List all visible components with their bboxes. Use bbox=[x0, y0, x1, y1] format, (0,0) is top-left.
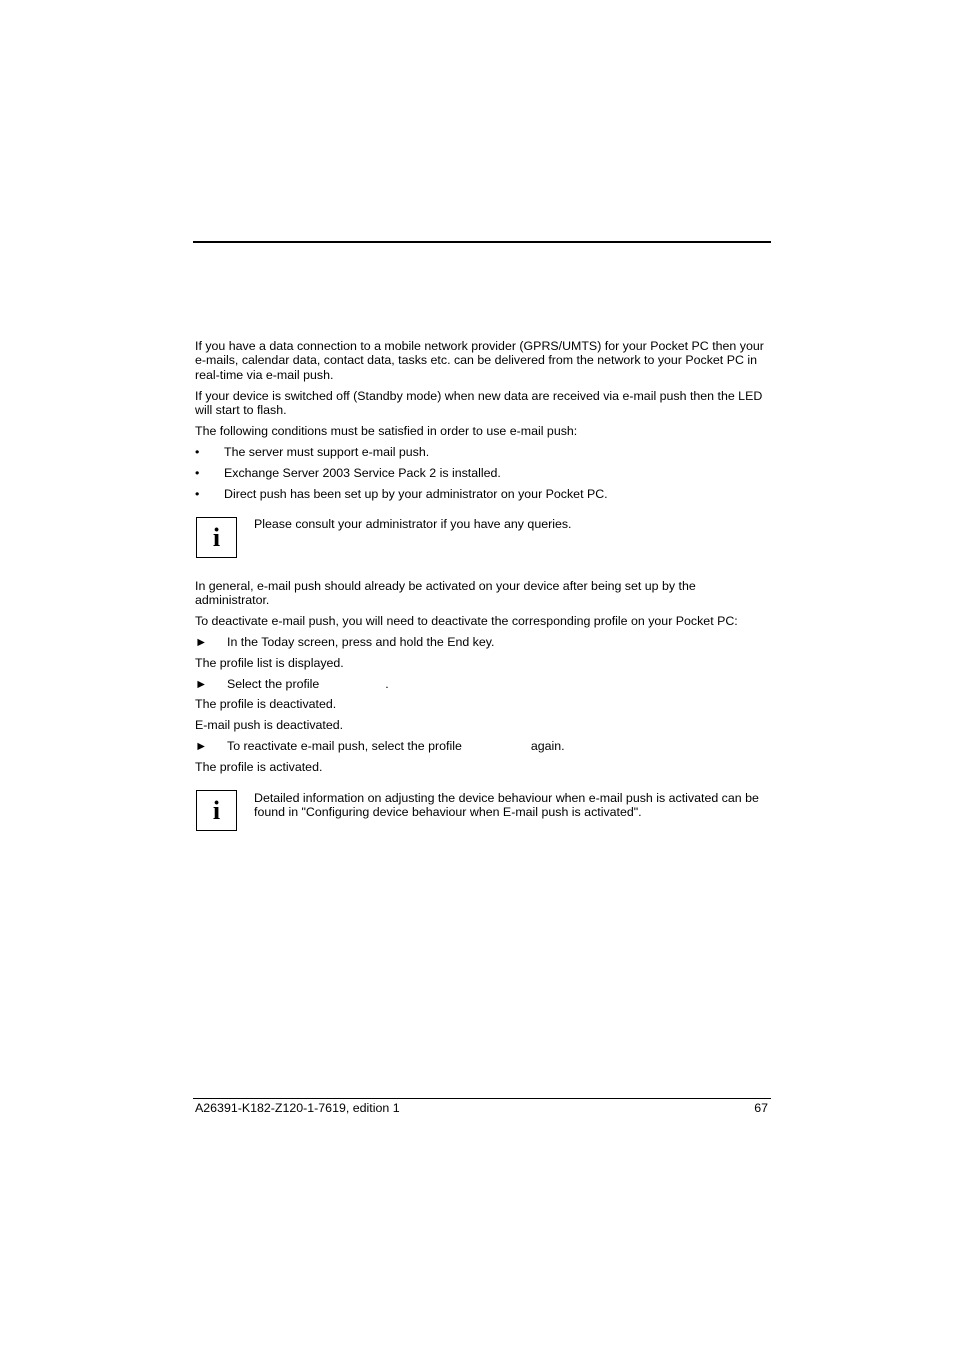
step-arrow-icon: ► bbox=[195, 739, 208, 753]
info-icon: i bbox=[196, 790, 237, 831]
bullet: • bbox=[195, 487, 200, 501]
step-text-suffix: . bbox=[385, 677, 389, 691]
page-number: 67 bbox=[754, 1101, 768, 1115]
activation-paragraph: In general, e-mail push should already be activated on your device after being set up by the administrator. bbox=[195, 579, 696, 608]
info-icon: i bbox=[196, 517, 237, 558]
step-result: The profile list is displayed. bbox=[195, 656, 344, 670]
list-item-text: Direct push has been set up by your administrator on your Pocket PC. bbox=[224, 487, 608, 501]
step-arrow-icon: ► bbox=[195, 677, 208, 691]
step-text-suffix: again. bbox=[530, 739, 565, 753]
bullet: • bbox=[195, 466, 200, 480]
footer-rule bbox=[193, 1098, 771, 1099]
step-result: E-mail push is deactivated. bbox=[195, 718, 344, 732]
list-item-text: The server must support e-mail push. bbox=[224, 445, 430, 459]
conditions-paragraph: The following conditions must be satisfied in order to use e-mail push: bbox=[195, 424, 578, 438]
step-arrow-icon: ► bbox=[195, 635, 208, 649]
info-note: Please consult your administrator if you have any queries. bbox=[254, 517, 572, 531]
intro-paragraph: If you have a data connection to a mobile network provider (GPRS/UMTS) for your Pocket PC then your e-mails, calendar data, contact data, tasks etc. can be delivered from the network to your Pocket PC in real-time via e-mail push. bbox=[195, 339, 764, 382]
step-text-prefix: To reactivate e-mail push, select the profile bbox=[227, 739, 462, 753]
step-result: The profile is activated. bbox=[195, 760, 323, 774]
deactivate-paragraph: To deactivate e-mail push, you will need to deactivate the corresponding profile on your Pocket PC: bbox=[195, 614, 738, 628]
step-text bbox=[227, 677, 389, 691]
step-text bbox=[227, 739, 565, 753]
bullet: • bbox=[195, 445, 200, 459]
step-text: In the Today screen, press and hold the End key. bbox=[227, 635, 495, 649]
step-result: The profile is deactivated. bbox=[195, 697, 337, 711]
footer-doc-id: A26391-K182-Z120-1-7619, edition 1 bbox=[195, 1101, 400, 1115]
list-item-text: Exchange Server 2003 Service Pack 2 is installed. bbox=[224, 466, 501, 480]
info-note: Detailed information on adjusting the device behaviour when e-mail push is activated can be found in "Configuring device behaviour when E-mail push is activated". bbox=[254, 791, 759, 820]
step-text-prefix: Select the profile bbox=[227, 677, 320, 691]
header-rule bbox=[193, 241, 771, 243]
standby-paragraph: If your device is switched off (Standby mode) when new data are received via e-mail push then the LED will start to flash. bbox=[195, 389, 763, 418]
